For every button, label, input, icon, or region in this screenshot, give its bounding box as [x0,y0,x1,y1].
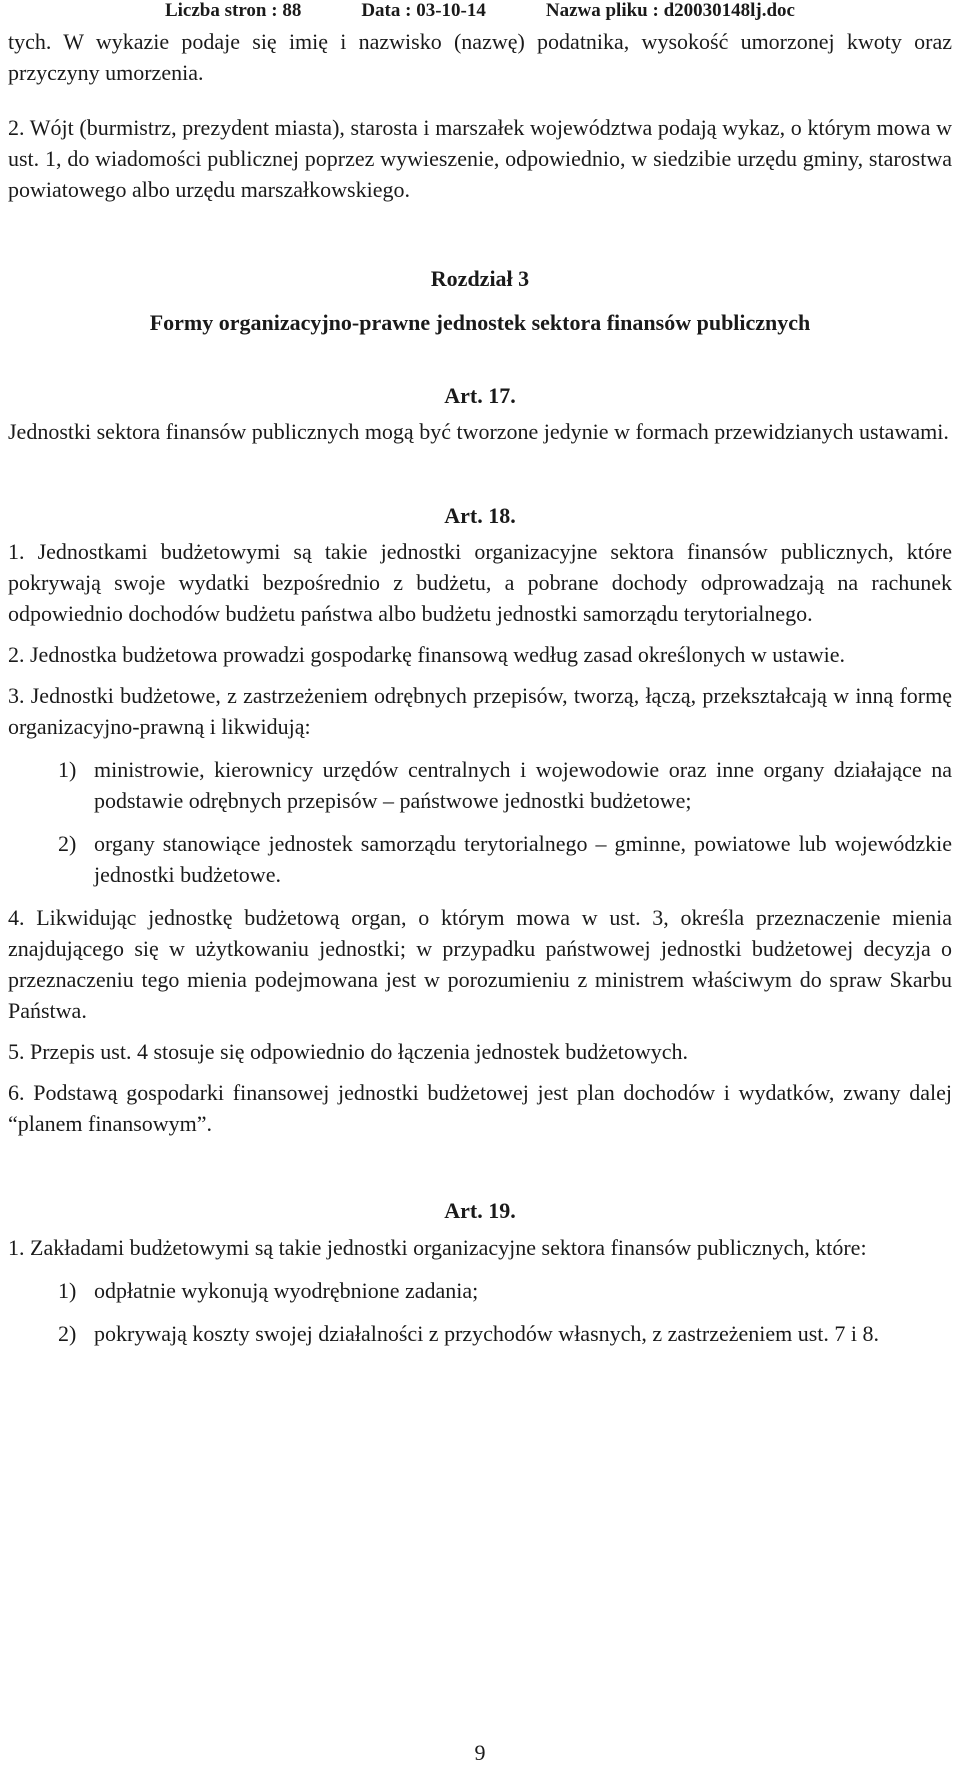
page-count: Liczba stron : 88 [164,0,302,21]
art-19-title: Art. 19. [444,1198,516,1223]
art-18-paragraph-4: 4. Likwidując jednostkę budżetową organ, o którym mowa w ust. 3, określa przeznaczenie mienia znajdującego się w użytkowaniu jednostki; w przypadku państwowej jednostki budżetowej decyzja o przeznaczeniu tego mienia podejmowana jest w porozumieniu z ministrem właściwym do spraw Skarbu Państwa. [8,905,952,1023]
item-number: 2) [58,831,77,856]
intro-paragraph-1: tych. W wykazie podaje się imię i nazwisko (nazwę) podatnika, wysokość umorzonej kwoty oraz przyczyny umorzenia. [8,29,952,85]
document-body [8,26,952,1349]
art-19-item-2 [58,1318,952,1349]
document-date: Data : 03-10-14 [361,0,486,21]
art-19-paragraph-1: 1. Zakładami budżetowymi są takie jednostki organizacyjne sektora finansów publicznych, które: [8,1235,867,1260]
page-number: 9 [474,1740,486,1765]
item-number: 1) [58,757,77,782]
art-19-item-1 [58,1275,952,1306]
art-18-paragraph-5: 5. Przepis ust. 4 stosuje się odpowiednio do łączenia jednostek budżetowych. [8,1039,689,1064]
intro-paragraph-2: 2. Wójt (burmistrz, prezydent miasta), starosta i marszałek województwa podają wykaz, o którym mowa w ust. 1, do wiadomości publicznej poprzez wywieszenie, odpowiednio, w siedzibie urzędu gminy, starostwa powiatowego albo urzędu marszałkowskiego. [8,115,952,202]
art-18-paragraph-3: 3. Jednostki budżetowe, z zastrzeżeniem odrębnych przepisów, tworzą, łączą, przekształcają w inną formę organizacyjno-prawną i likwidują: [8,683,952,739]
document-header [0,0,960,22]
item-number: 2) [58,1321,77,1346]
item-text: pokrywają koszty swojej działalności z przychodów własnych, z zastrzeżeniem ust. 7 i 8. [94,1321,880,1346]
item-text: odpłatnie wykonują wyodrębnione zadania; [94,1278,479,1303]
art-18-paragraph-1: 1. Jednostkami budżetowymi są takie jednostki organizacyjne sektora finansów publicznych, które pokrywają swoje wydatki bezpośrednio z budżetu, a pobrane dochody odprowadzają na rachunek odpowiednio dochodów budżetu państwa albo budżetu jednostki samorządu terytorialnego. [8,539,952,626]
art-18-paragraph-2: 2. Jednostka budżetowa prowadzi gospodarkę finansową według zasad określonych w ustawie. [8,642,845,667]
item-text: ministrowie, kierownicy urzędów centralnych i wojewodowie oraz inne organy działające na podstawie odrębnych przepisów – państwowe jednostki budżetowe; [94,757,952,813]
art-17-text: Jednostki sektora finansów publicznych mogą być tworzone jedynie w formach przewidzianych ustawami. [8,419,949,444]
art-18-item-2 [58,828,952,890]
art-17-title: Art. 17. [444,383,516,408]
file-name: Nazwa pliku : d20030148lj.doc [545,0,795,21]
art-18-title: Art. 18. [444,503,516,528]
item-number: 1) [58,1278,77,1303]
chapter-title: Rozdział 3 [430,266,530,291]
item-text: organy stanowiące jednostek samorządu terytorialnego – gminne, powiatowe lub wojewódzkie jednostki budżetowe. [94,831,952,887]
art-18-paragraph-6: 6. Podstawą gospodarki finansowej jednostki budżetowej jest plan dochodów i wydatków, zwany dalej “planem finansowym”. [8,1080,952,1136]
chapter-subtitle: Formy organizacyjno-prawne jednostek sektora finansów publicznych [149,310,811,335]
art-18-item-1 [58,754,952,816]
